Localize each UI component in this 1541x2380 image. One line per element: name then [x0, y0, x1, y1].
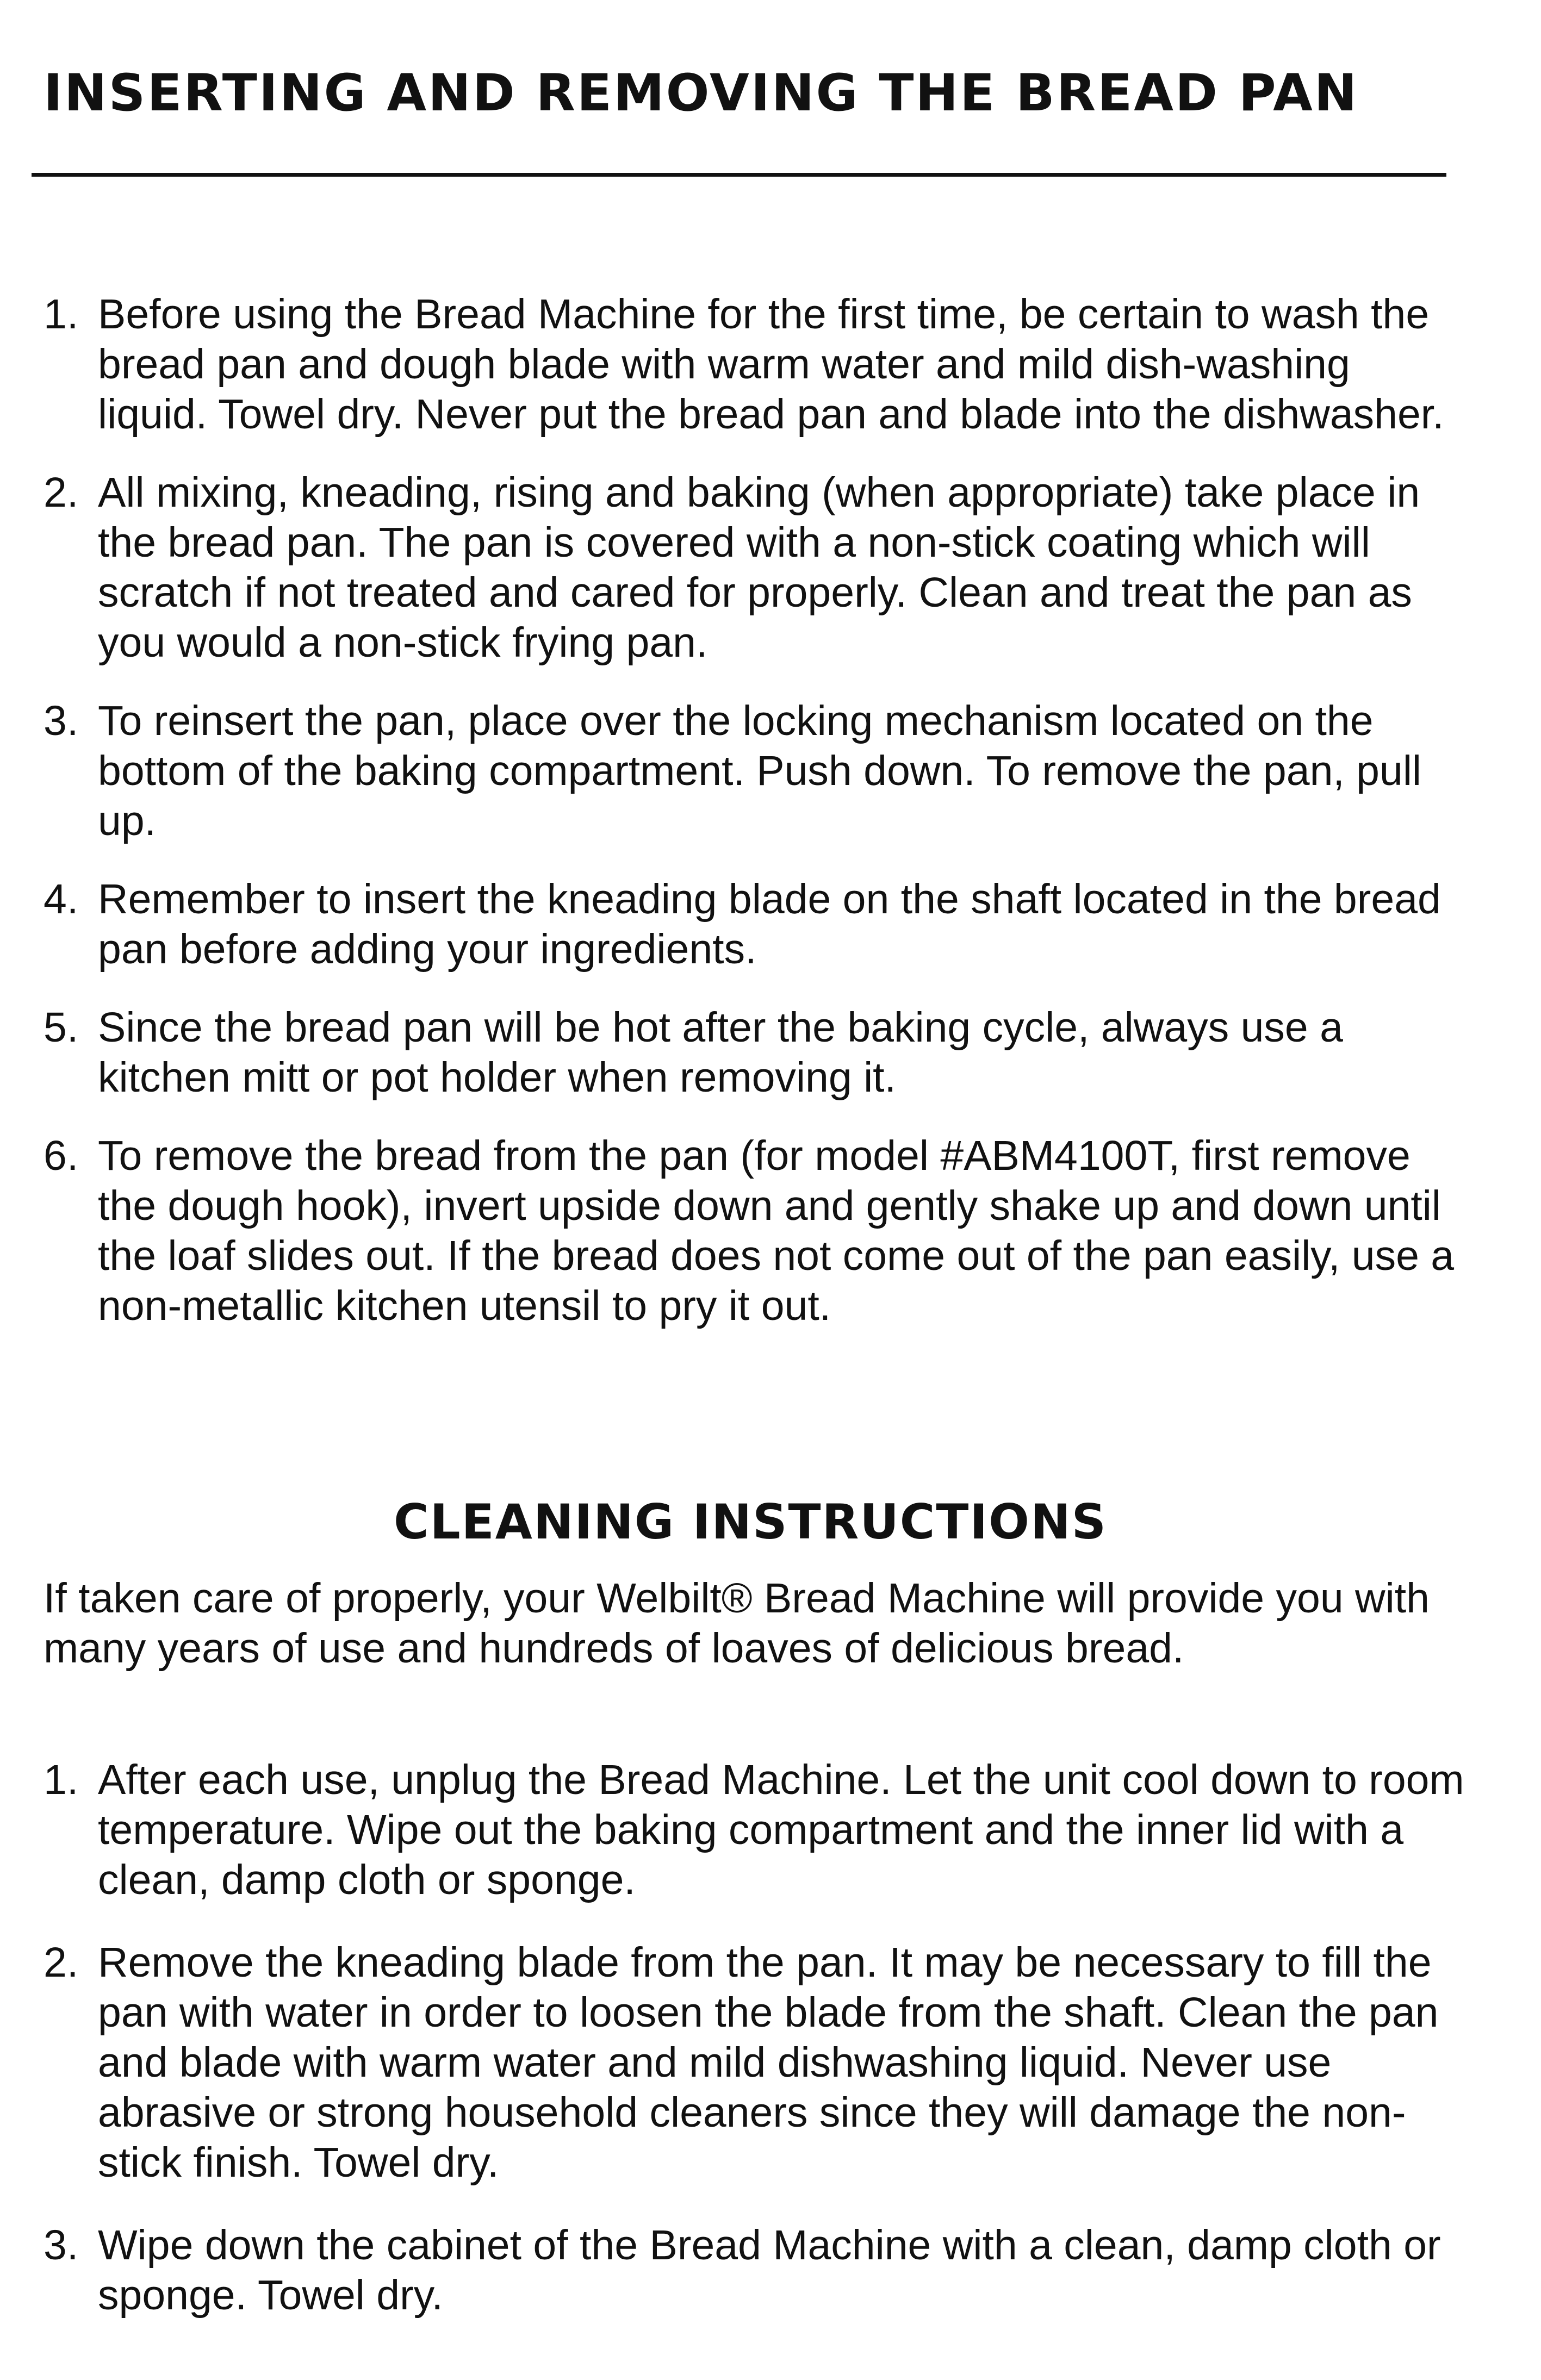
section-title-cleaning: CLEANING INSTRUCTIONS — [394, 1494, 1107, 1550]
step-number: 2. — [44, 1939, 79, 1986]
step-text: To remove the bread from the pan (for model #ABM4100T, first remove the dough hook), invert upside down and gently shake up and down until the loaf slides out. If the bread does not come out of the pan easily, use a non-metallic kitchen utensil to pry it out. — [98, 1132, 1455, 1329]
list-item — [44, 696, 1468, 846]
step-number: 5. — [44, 1004, 79, 1051]
step-text: Since the bread pan will be hot after the baking cycle, always use a kitchen mitt or pot holder when removing it. — [98, 1004, 1343, 1101]
list-item — [44, 468, 1468, 668]
step-text: Before using the Bread Machine for the first time, be certain to wash the bread pan and dough blade with warm water and mild dish-washing liquid. Towel dry. Never put the bread pan and blade into the dishwasher. — [98, 291, 1444, 438]
step-text: To reinsert the pan, place over the locking mechanism located on the bottom of the baking compartment. Push down. To remove the pan, pull up. — [98, 697, 1422, 844]
list-item — [44, 289, 1468, 439]
step-number: 1. — [44, 291, 79, 338]
list-item — [44, 2220, 1468, 2320]
step-text: After each use, unplug the Bread Machine. Let the unit cool down to room temperature. Wipe out the baking compartment and the inner lid with a clean, damp cloth or sponge. — [98, 1756, 1464, 1903]
list-item — [44, 1937, 1468, 2188]
step-text: Remember to insert the kneading blade on the shaft located in the bread pan before adding your ingredients. — [98, 876, 1441, 973]
section-title-bread-pan: INSERTING AND REMOVING THE BREAD PAN — [44, 64, 1359, 123]
step-number: 3. — [44, 2222, 79, 2269]
list-item — [44, 1755, 1468, 1905]
step-text: Remove the kneading blade from the pan. It may be necessary to fill the pan with water in order to loosen the blade from the shaft. Clean the pan and blade with warm water and mild dishwashing liquid. Never use abrasive or strong household cleaners since they will damage the non-stick finish. Towel dry. — [98, 1939, 1439, 2186]
title-divider — [32, 173, 1446, 177]
cleaning-intro-paragraph: If taken care of properly, your Welbilt® Bread Machine will provide you with many years of use and hundreds of loaves of delicious bread. — [44, 1575, 1430, 1672]
list-item — [44, 1131, 1468, 1331]
step-number: 3. — [44, 697, 79, 744]
step-number: 2. — [44, 469, 79, 516]
cleaning-steps-list — [44, 1755, 1468, 2353]
step-text: All mixing, kneading, rising and baking (when appropriate) take place in the bread pan. The pan is covered with a non-stick coating which will scratch if not treated and cared for properly. Clean and treat the pan as you would a non-stick frying pan. — [98, 469, 1420, 666]
step-number: 4. — [44, 876, 79, 923]
list-item — [44, 1002, 1468, 1102]
step-text: Wipe down the cabinet of the Bread Machine with a clean, damp cloth or sponge. Towel dry. — [98, 2222, 1441, 2319]
step-number: 6. — [44, 1132, 79, 1179]
bread-pan-steps-list — [44, 289, 1468, 1359]
list-item — [44, 874, 1468, 974]
step-number: 1. — [44, 1756, 79, 1803]
